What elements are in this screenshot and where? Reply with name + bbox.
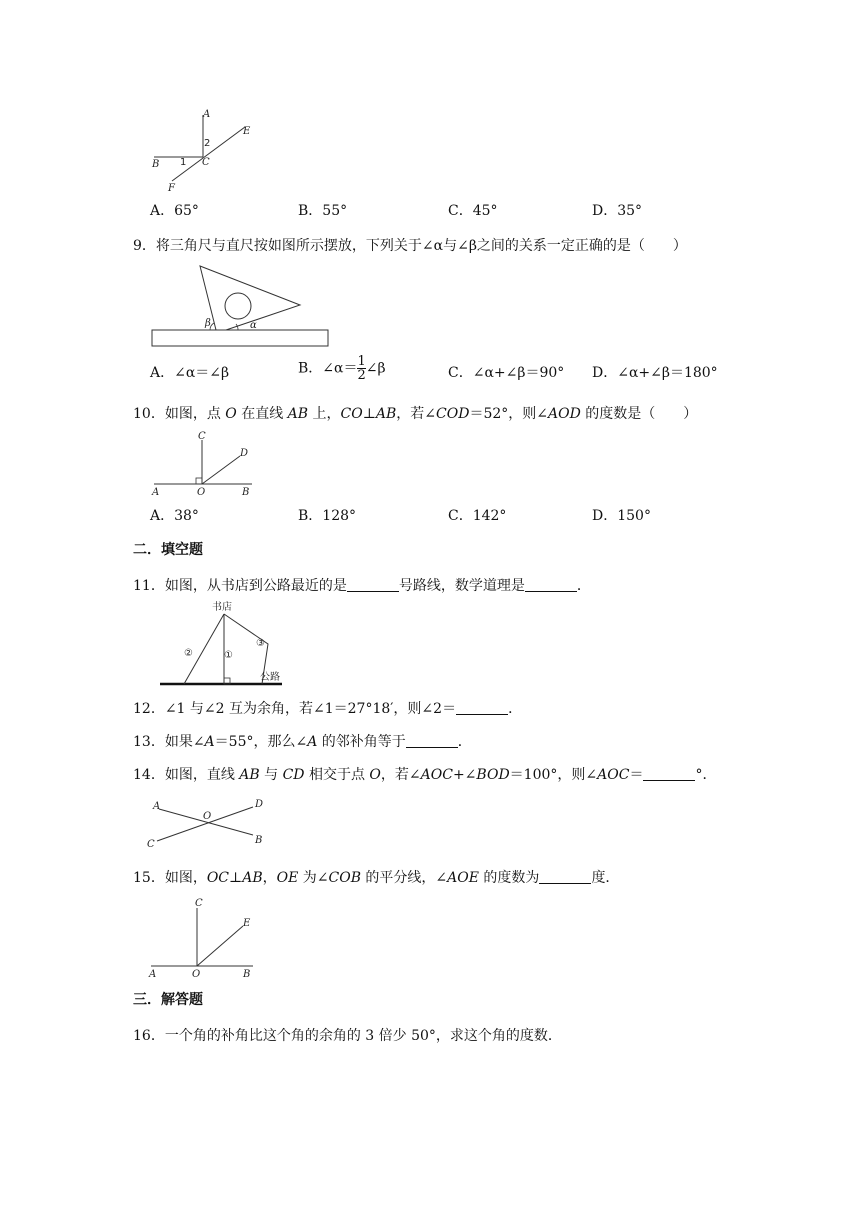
q9-label-alpha: α	[250, 320, 257, 331]
q9-option-d: D．∠α+∠β＝180°	[592, 365, 718, 381]
section-solve-heading: 三．解答题	[133, 992, 203, 1008]
q8-label-c: C	[202, 157, 210, 168]
q11-blank-2[interactable]	[525, 577, 577, 592]
q10-label-o: O	[197, 487, 206, 498]
q9-option-b-prefix: B．∠α＝	[298, 360, 358, 377]
q10-ray-od	[202, 456, 240, 484]
q8-label-two: 2	[204, 138, 211, 149]
q11-label-road: 公路	[260, 672, 280, 683]
q9-option-b	[298, 355, 386, 382]
q9-option-b-fraction	[357, 355, 365, 382]
q9-option-b-suffix: ∠β	[365, 360, 386, 377]
q15-stem: 15．如图，OC⊥AB，OE 为∠COB 的平分线，∠AOE 的度数为 度．	[133, 870, 620, 886]
q15-ray-oe	[197, 926, 243, 966]
q8-option-c: C．45°	[448, 203, 498, 219]
q9-label-beta: β	[205, 318, 211, 329]
q8-label-one: 1	[180, 157, 187, 168]
q12-stem: 12．∠1 与∠2 互为余角，若∠1＝27°18′，则∠2＝ ．	[133, 701, 523, 717]
q10-label-c: C	[198, 431, 206, 442]
q15-figure	[145, 896, 260, 980]
q15-label-e: E	[243, 918, 251, 929]
q10-option-b: B．128°	[298, 508, 357, 524]
q14-label-o: O	[203, 811, 212, 822]
q11-label-route-3: ③	[256, 638, 265, 649]
q8-label-e: E	[243, 126, 251, 137]
q11-label-store: 书店	[212, 602, 232, 613]
q10-label-a: A	[152, 487, 160, 498]
q11-figure	[158, 600, 288, 690]
q8-option-d: D．35°	[592, 203, 643, 219]
q11-label-route-2: ②	[184, 648, 193, 659]
q14-label-a: A	[153, 801, 161, 812]
q11-label-route-1: ①	[224, 650, 233, 661]
q8-figure	[140, 103, 270, 195]
q13-blank[interactable]	[406, 733, 458, 748]
q8-label-b: B	[152, 159, 160, 170]
q8-line-fe	[172, 127, 245, 181]
q9-fraction-denominator: 2	[357, 368, 366, 383]
q8-option-b: B．55°	[298, 203, 348, 219]
q15-label-a: A	[149, 969, 157, 980]
q11-blank-1[interactable]	[347, 577, 399, 592]
q8-label-a: A	[203, 109, 211, 120]
q13-stem: 13．如果∠A＝55°，那么∠A 的邻补角等于 ．	[133, 734, 472, 750]
q10-option-a: A．38°	[150, 508, 199, 524]
q11-stem: 11．如图，从书店到公路最近的是 号路线，数学道理是 ．	[133, 578, 591, 594]
q10-option-c: C．142°	[448, 508, 507, 524]
q14-stem: 14．如图，直线 AB 与 CD 相交于点 O，若∠AOC+∠BOD＝100°，则∠AOC＝ °．	[133, 767, 717, 783]
q10-right-angle-mark	[196, 478, 202, 484]
q14-label-b: B	[255, 835, 263, 846]
section-fill-in-heading: 二．填空题	[133, 542, 203, 558]
q10-label-b: B	[242, 487, 250, 498]
q10-stem: 10．如图，点 O 在直线 AB 上，CO⊥AB，若∠COD＝52°，则∠AOD 的度数是（ ）	[133, 406, 698, 422]
q8-option-a: A．65°	[150, 203, 199, 219]
q14-label-c: C	[147, 839, 155, 850]
q9-figure	[150, 262, 332, 348]
q12-blank[interactable]	[456, 700, 508, 715]
q9-option-a: A．∠α＝∠β	[150, 365, 230, 381]
q15-label-b: B	[243, 969, 251, 980]
q9-triangle-hole	[225, 293, 251, 319]
q9-option-c: C．∠α+∠β＝90°	[448, 365, 565, 381]
q14-blank[interactable]	[643, 766, 695, 781]
q9-fraction-numerator: 1	[357, 354, 366, 369]
q10-option-d: D．150°	[592, 508, 651, 524]
q8-label-f: F	[168, 183, 175, 194]
q14-figure	[145, 793, 270, 851]
q16-stem: 16．一个角的补角比这个角的余角的 3 倍少 50°，求这个角的度数．	[133, 1028, 562, 1044]
q15-blank[interactable]	[539, 869, 591, 884]
q10-figure	[148, 430, 260, 498]
q15-label-o: O	[192, 969, 201, 980]
q10-label-d: D	[240, 448, 249, 459]
q14-label-d: D	[255, 799, 264, 810]
q15-label-c: C	[195, 898, 203, 909]
q9-ruler	[152, 330, 328, 346]
q9-stem: 9．将三角尺与直尺按如图所示摆放，下列关于∠α与∠β之间的关系一定正确的是（ ）	[133, 238, 687, 254]
